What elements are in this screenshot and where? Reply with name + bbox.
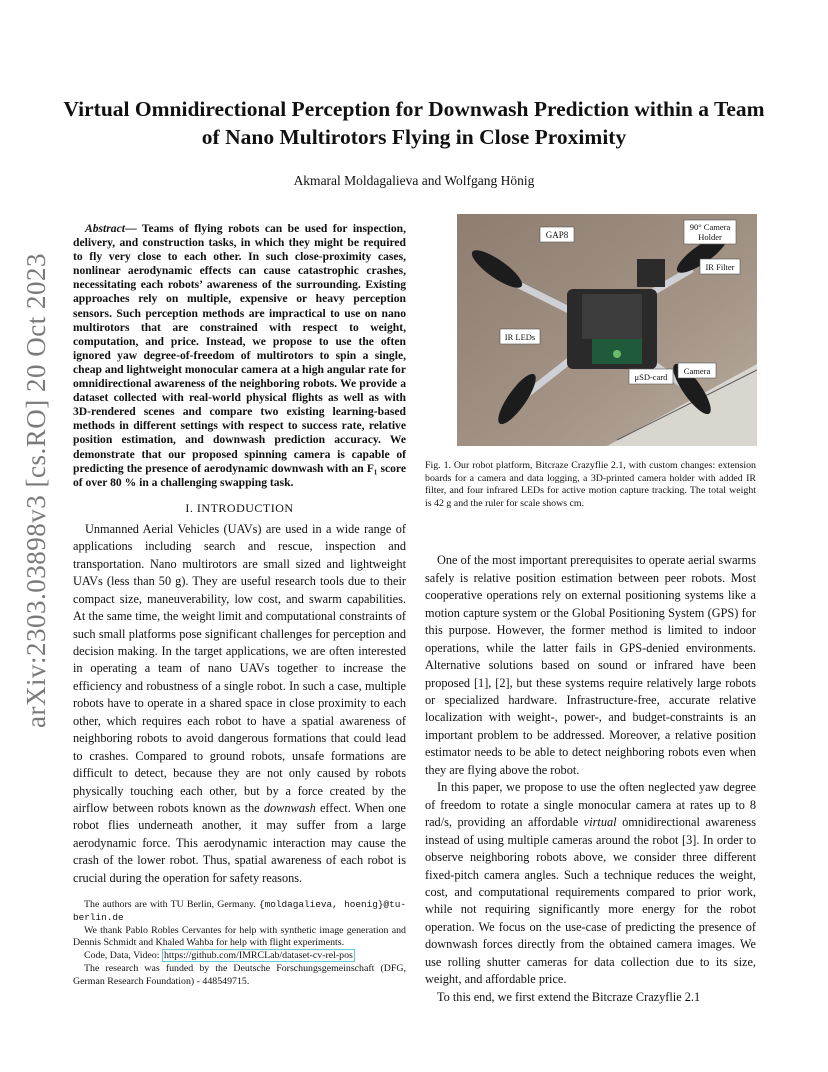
- paper-title: Virtual Omnidirectional Perception for Downwash Prediction within a Team of Nano Multirotors Flying in Close Proximity: [63, 97, 765, 149]
- footnote-acknowledgement: We thank Pablo Robles Cervantes for help with synthetic image generation and Dennis Schmidt and Khaled Wahba for help with flight experiments.: [73, 924, 406, 949]
- footnote-affiliation-text: The authors are with TU Berlin, Germany.: [84, 899, 256, 911]
- robot-photo-drawing: [457, 214, 757, 446]
- label-camera-holder-2: Holder: [698, 232, 722, 242]
- arxiv-identifier: [16, 252, 56, 728]
- introduction-heading: I. INTRODUCTION: [185, 500, 294, 515]
- right-paragraph-2: [425, 779, 756, 988]
- footnote-funding: The research was funded by the Deutsche Forschungsgemeinschaft (DFG, German Research Foundation) - 448549715.: [73, 962, 406, 987]
- label-sd-card: μSD-card: [634, 372, 668, 382]
- label-ir-leds: IR LEDs: [504, 332, 536, 342]
- footnotes: [73, 899, 406, 988]
- right-column: [425, 214, 756, 1006]
- footnote-email: {moldagalieva, hoenig}@tu-berlin.de: [73, 899, 407, 923]
- intro-text-a: Unmanned Aerial Vehicles (UAVs) are used in a wide range of applications including search and rescue, inspection and transportation. Nano multirotors are small sized and lightweight UAVs (less than 50 g). They are useful research tools due to their compact size, maneuverability, low cost, and swarm capabilities. At the same time, the weight limit and computational constraints of such small platforms pose significant challenges for perception and decision making. In the target applications, we are often interested in operating a team of nano UAVs together to increase the efficiency and robustness of a single robot. In such a case, multiple robots have to operate in a shared space in close proximity to each other, which requires each robot to have a spatial awareness of neighboring robots to avoid dangerous formations that could lead to crashes. Compared to ground robots, unsafe formations are difficult to detect, because they are not only caused by robots physically touching each other, but by a force created by the airflow between robots known as the: [73, 521, 406, 816]
- intro-paragraph-1: [73, 521, 406, 888]
- arxiv-identifier-text: arXiv:2303.03898v3 [cs.RO] 20 Oct 2023: [20, 252, 51, 728]
- paper-authors: Akmaral Moldagalieva and Wolfgang Hönig: [293, 173, 535, 188]
- label-ir-filter: IR Filter: [705, 262, 735, 272]
- footnote-code: [73, 950, 406, 963]
- left-column: [73, 222, 406, 988]
- code-link[interactable]: https://github.com/IMRCLab/dataset-cv-rel-pos: [163, 950, 353, 962]
- label-camera-holder-1: 90° Camera: [689, 222, 731, 232]
- footnote-code-label: Code, Data, Video:: [84, 950, 160, 962]
- intro-text-b: effect. When one robot flies underneath another, it may suffer from a large aerodynamic force. This aerodynamic interaction may cause the crash of the lower robot. Thus, spatial awareness of each robot is crucial during the operation for safety reasons.: [73, 801, 406, 885]
- label-camera: Camera: [683, 366, 711, 376]
- right-paragraph-1: One of the most important prerequisites to operate aerial swarms safely is relative position estimation between peer robots. Most cooperative operations rely on external positioning systems like a motion capture system or the Global Positioning System (GPS) for this purpose. However, the former method is limited to indoor operations, while the latter fails in GPS-denied environments. Alternative solutions based on sound or infrared have been proposed [1], [2], but these systems require relatively large robots or specialized hardware. Infrastructure-free, accurate relative localization with weight-, power-, and budget-constraints is an important problem to be addressed. Moreover, a relative position estimator needs to be able to detect neighboring robots even when they are flying above the robot.: [425, 553, 756, 777]
- robot-photo: [457, 214, 757, 446]
- right-p2-text-a: In this paper, we propose to use the often neglected yaw degree of freedom to rotate a single monocular camera at rates up to 8 rad/s, providing an affordable: [425, 780, 756, 830]
- right-paragraph-3: To this end, we first extend the Bitcraze Crazyflie 2.1: [437, 989, 701, 1004]
- figure-caption: Fig. 1. Our robot platform, Bitcraze Crazyflie 2.1, with custom changes: extension boards for a camera and data logging, a 3D-printed camera holder with added IR filter, and four infrared LEDs for active motion capture tracking. The total weight is 42 g and the ruler for scale shows cm.: [425, 460, 756, 509]
- label-gap8: GAP8: [545, 230, 569, 240]
- footnote-affiliation: [73, 899, 406, 924]
- right-p2-text-b: omnidirectional awareness instead of using multiple cameras around the robot [3]. In order to observe neighboring robots above, we consider three different fixed-pitch camera angles. Such a technique reduces the weight, cost, and computational requirements compared to prior work, while not requiring significantly more energy for the robot operation. We focus on the use-case of predicting the presence of downwash forces directly from the obtained camera images. We use rolling shutter cameras for data collection due to its size, weight, and affordable price.: [425, 815, 756, 987]
- abstract-heading: Abstract: [85, 222, 125, 235]
- abstract-text: Teams of flying robots can be used for inspection, delivery, and construction tasks, in which they might be required to fly very close to each other. In such close-proximity cases, nonlinear aerodynamic effects can cause catastrophic crashes, necessitating each robots’ awareness of the surrounding. Existing approaches rely on multiple, expensive or heavy perception sensors. Such perception methods are impractical to use on nano multirotors that are constrained with respect to weight, computation, and price. Instead, we propose to use the often ignored yaw degree-of-freedom of multirotors to spin a single, cheap and lightweight monocular camera at a high angular rate for omnidirectional awareness of the neighboring robots. We provide a dataset collected with real-world physical flights as well as with 3D-rendered scenes and compare two existing learning-based methods in different settings with respect to success rate, relative position estimation, and downwash prediction accuracy. We demonstrate that our proposed spinning camera is capable of predicting the presence of aerodynamic downwash with an F₁ score of over 80 % in a challenging swapping task.: [73, 222, 406, 489]
- intro-emphasis: downwash: [263, 801, 316, 816]
- right-p2-emphasis: virtual: [583, 815, 617, 830]
- abstract: Abstract— Teams of flying robots can be used for inspection, delivery, and construction tasks, in which they might be required to fly very close to each other. In such close-proximity cases, nonlinear aerodynamic effects can cause catastrophic crashes, necessitating each robots’ awareness of the surrounding. Existing approaches rely on multiple, expensive or heavy perception sensors. Such perception methods are impractical to use on nano multirotors that are constrained with respect to weight, computation, and price. Instead, we propose to use the often ignored yaw degree-of-freedom of multirotors to spin a single, cheap and lightweight monocular camera at a high angular rate for omnidirectional awareness of the neighboring robots. We provide a dataset collected with real-world physical flights as well as with 3D-rendered scenes and compare two existing learning-based methods in different settings with respect to success rate, relative position estimation, and downwash prediction accuracy. We demonstrate that our proposed spinning camera is capable of predicting the presence of aerodynamic downwash with an F₁ score of over 80 % in a challenging swapping task.: [73, 222, 406, 489]
